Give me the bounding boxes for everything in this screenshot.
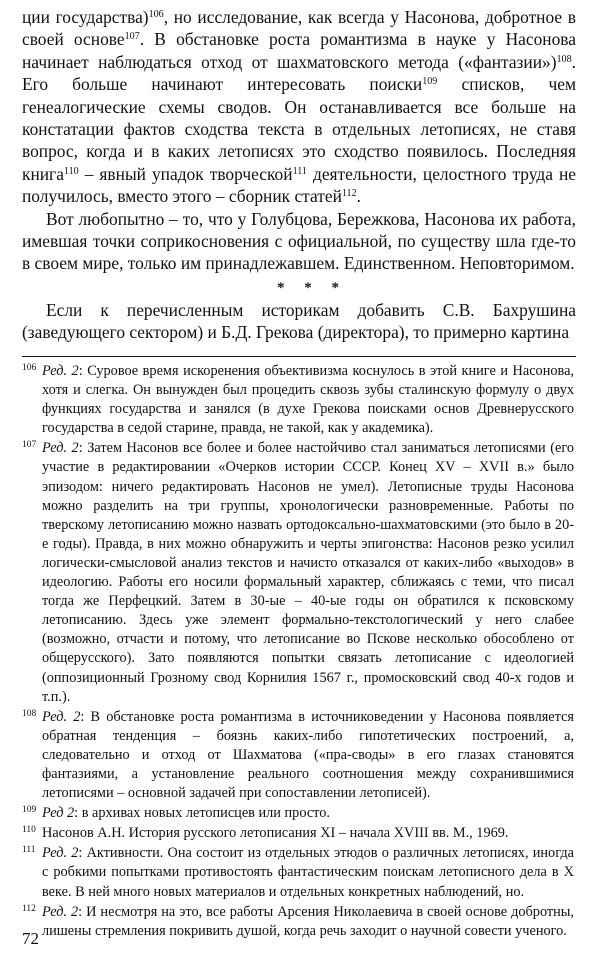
footnote-number: 109 bbox=[22, 805, 37, 816]
footnote-number: 110 bbox=[22, 825, 36, 836]
footnote-111: 111 Ред. 2: Активности. Она состоит из отдельных этюдов о различных летописях, иногда с робкими попытками противостоять фантастическим поискам летописного дела в X веке. В ней много новых материалов и отдельных конкретных наблюдений, но. bbox=[22, 845, 574, 900]
footnote-ref-111[interactable]: 111 bbox=[292, 165, 307, 177]
footnote-number: 107 bbox=[22, 440, 37, 451]
footnotes bbox=[22, 362, 574, 942]
footnote-ref-108[interactable]: 108 bbox=[556, 53, 572, 65]
footnote-107: 107 Ред. 2: Затем Насонов все более и более настойчиво стал заниматься летописями (его участие в редактировании «Очерков истории СССР. Конец XV – XVII в.» было эпизодом: ничего редактировать Насонов не умел). Летописные труды Насонова можно разделить на три группы, хронологически разновременные. Работы по тверскому летописанию можно назвать ортодоксально-шахматовскими (это было в 20-е годы). Правда, в них можно обнаружить и черты эпигонства: Насонов резко усилил логически-смысловой анализ текстов и начисто отказался от каких-либо «выходов» в идеологию. Работы его носили формальный характер, сближаясь с теми, что писал тогда же Перфецкий. Затем в 30-ые – 40-ые годы он обратился к псковскому летописанию. Здесь уже элемент формально-текстологический у него слабее (возможно, отчасти и потому, что летописание во Пскове несколько обособлено от общерусского). Зато появляются попытки связать летописание с идеологией (оппозиционный Грозному свод Корнилия 1567 г., промосковский свод 40-х годов и т.п.). bbox=[22, 440, 574, 705]
footnote-106: 106 Ред. 2: Суровое время искоренения объективизма коснулось в этой книге и Насонова, хотя и слегка. Он вынужден был процедить сквозь зубы сталинскую формулу о двух функциях государства и занялся (в духе Грекова поисками основ Древнерусского государства в седой старине, правда, не такой, как у академика). bbox=[22, 363, 574, 437]
footnote-ref-107[interactable]: 107 bbox=[124, 31, 140, 43]
main-text bbox=[22, 6, 576, 344]
footnote-number: 112 bbox=[22, 903, 36, 914]
paragraph-1: ции государства)$^{106}$, но исследование, как всегда у Насонова, добротное в своей основе$^{107}$. В обстановке роста романтизма в науке у Насонова начинает наблюдаться отход от шахматовского метода («фантазии»)$^{108}$. Его больше начинают интересовать поиски$^{109}$ списков, чем генеалогические схемы сводов. Он останавливается все больше на констатации фактов сходства текста в отдельных летописях, не ставя вопрос, когда и в каких летописях это сходство появилось. Последняя книга$^{110}$ – явный упадок творческой$^{111}$ деятельности, целостного труда не получилось, вместо этого – сборник статей$^{112}$. bbox=[22, 7, 576, 207]
section-separator: * * * bbox=[277, 279, 347, 296]
footnote-ref-110[interactable]: 110 bbox=[63, 165, 79, 177]
paragraph-2: Вот любопытно – то, что у Голубцова, Бережкова, Насонова их работа, имевшая точки соприкосновения с официальной, по существу шла где-то в своем мире, только им принадлежавшем. Единственном. Неповторимом. bbox=[22, 208, 576, 274]
footnote-number: 106 bbox=[22, 363, 37, 373]
footnote-ref-109[interactable]: 109 bbox=[422, 75, 438, 87]
page-number: 72 bbox=[22, 929, 39, 948]
footnote-ref-112[interactable]: 112 bbox=[341, 188, 357, 199]
paragraph-3: Если к перечисленным историкам добавить С.В. Бахрушина (заведующего сектором) и Б.Д. Грекова (директора), то примерно картина bbox=[22, 299, 576, 343]
footnote-rule bbox=[22, 356, 576, 357]
footnote-109: 109 Ред 2: в архивах новых летописцев или просто. bbox=[22, 805, 330, 822]
footnote-number: 111 bbox=[22, 845, 36, 856]
footnote-110: 110 Насонов А.Н. История русского летописания XI – начала XVIII вв. М., 1969. bbox=[22, 825, 509, 842]
footnote-number: 108 bbox=[22, 708, 37, 719]
footnote-108: 108 Ред. 2: В обстановке роста романтизма в источниковедении у Насонова появляется обратная тенденция – боязнь каких-либо гипотетических построений, а, следовательно и отход от Шахматова («пра-своды» в его глазах становятся фантазиями, а установление реального соотношения между сохранившимися летописями – основной задачей при сопоставлении летописей). bbox=[22, 708, 574, 802]
footnote-112: 112 Ред. 2: И несмотря на это, все работы Арсения Николаевича в своей основе добротны, лишены стремления покривить душой, когда речь заходит о научной совести ученого. bbox=[22, 903, 574, 939]
footnote-ref-106[interactable]: 106 bbox=[148, 8, 164, 20]
